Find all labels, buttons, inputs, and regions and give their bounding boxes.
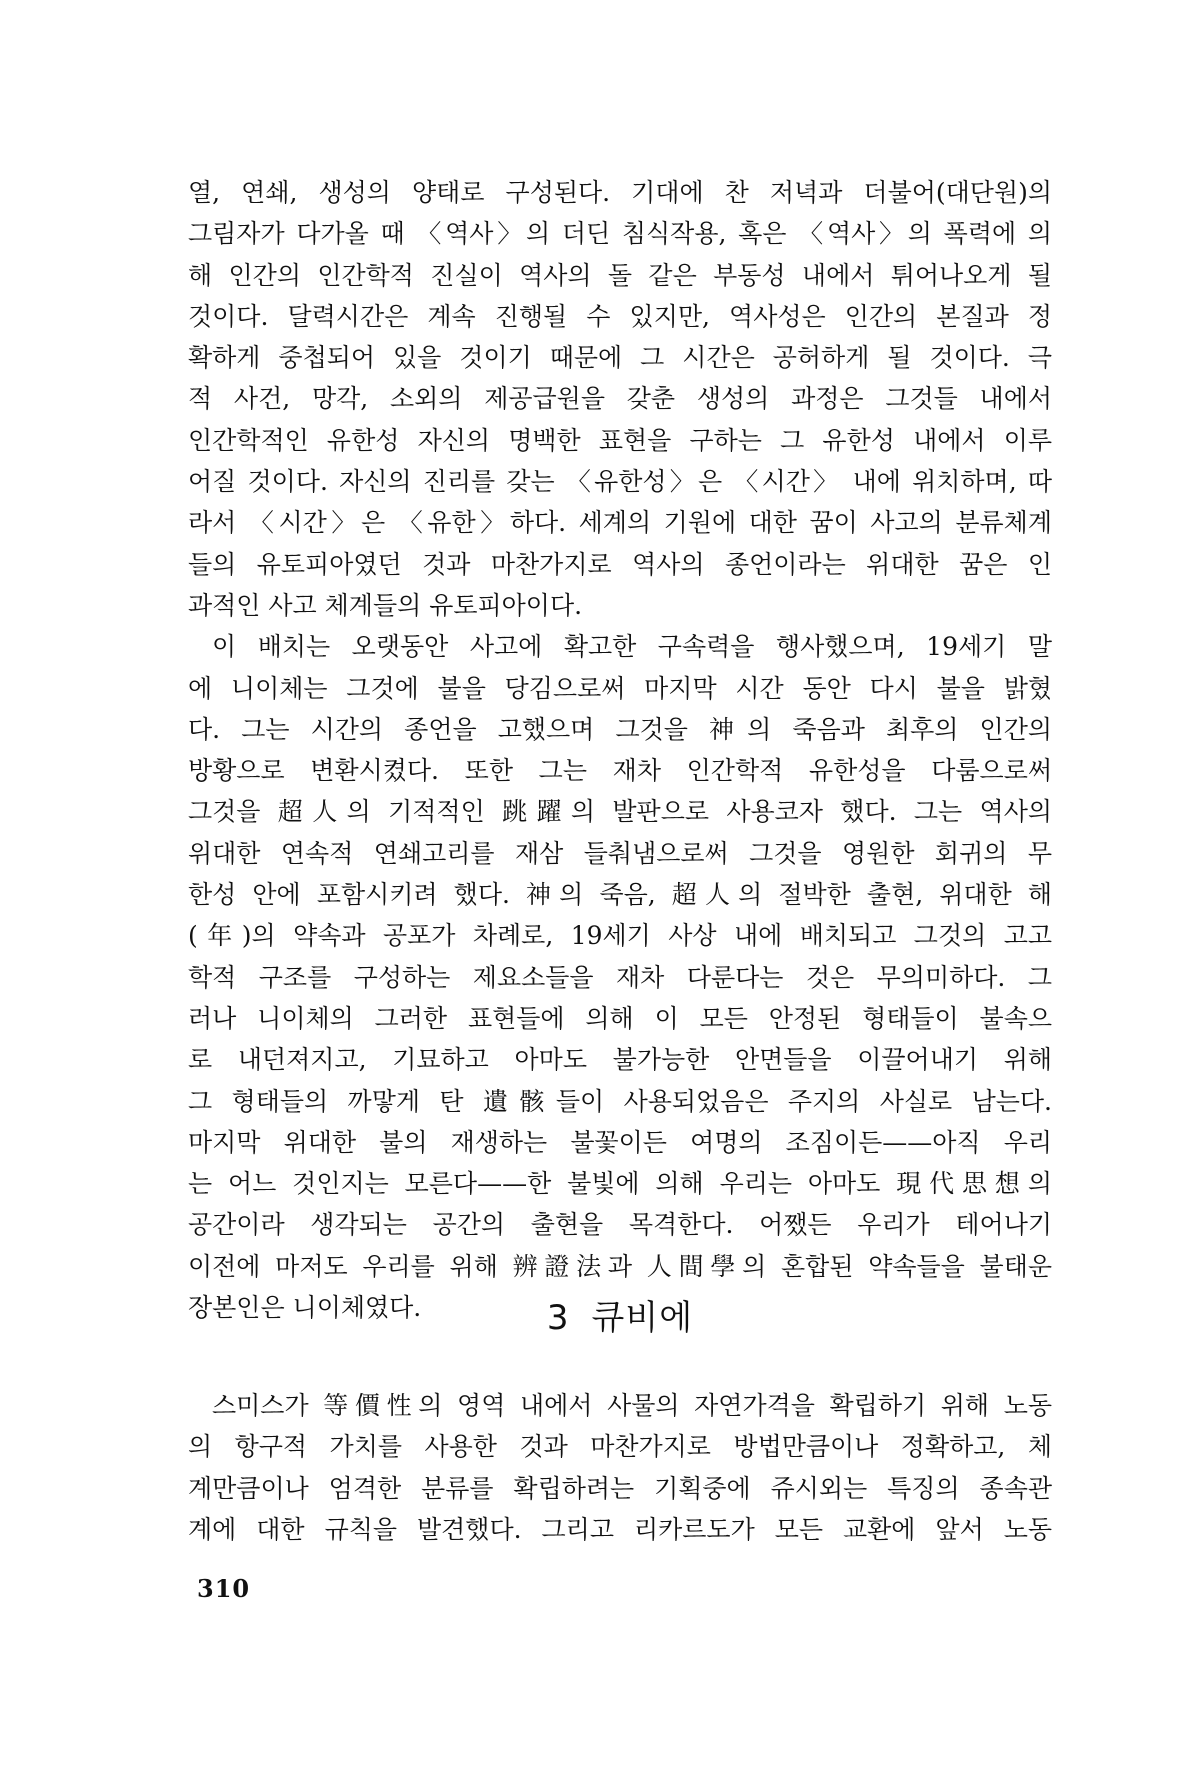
text-line: 적 사건, 망각, 소외의 제공급원을 갖춘 생성의 과정은 그것들 내에서	[188, 384, 1052, 414]
text-line: 인간학적인 유한성 자신의 명백한 표현을 구하는 그 유한성 내에서 이루	[188, 425, 1052, 455]
paragraph	[188, 172, 1052, 626]
text-line: (年)의 약속과 공포가 차례로, 19세기 사상 내에 배치되고 그것의 고고	[188, 921, 1052, 951]
text-line: 다. 그는 시간의 종언을 고했으며 그것을 神의 죽음과 최후의 인간의	[188, 714, 1052, 744]
text-line: 에 니이체는 그것에 불을 당김으로써 마지막 시간 동안 다시 불을 밝혔	[188, 673, 1052, 703]
text-line: 로 내던져지고, 기묘하고 아마도 불가능한 안면들을 이끌어내기 위해	[188, 1045, 1052, 1075]
text-line: 의 항구적 가치를 사용한 것과 마찬가지로 방법만큼이나 정확하고, 체	[188, 1432, 1052, 1462]
body-text-bottom	[188, 1385, 1052, 1550]
text-line: 한성 안에 포함시키려 했다. 神의 죽음, 超人의 절박한 출현, 위대한 해	[188, 880, 1052, 910]
section-heading	[188, 1296, 1052, 1340]
page-number: 310	[197, 1574, 251, 1603]
text-line: 것이다. 달력시간은 계속 진행될 수 있지만, 역사성은 인간의 본질과 정	[188, 301, 1052, 331]
text-line: 들의 유토피아였던 것과 마찬가지로 역사의 종언이라는 위대한 꿈은 인	[188, 549, 1052, 579]
text-line: 확하게 중첩되어 있을 것이기 때문에 그 시간은 공허하게 될 것이다. 극	[188, 343, 1052, 373]
text-line: 과적인 사고 체계들의 유토피아이다.	[188, 590, 583, 620]
text-line: 이전에 마저도 우리를 위해 辨證法과 人間學의 혼합된 약속들을 불태운	[188, 1251, 1052, 1281]
text-line: 라서 〈시간〉은 〈유한〉하다. 세계의 기원에 대한 꿈이 사고의 분류체계	[188, 508, 1052, 538]
text-line: 그림자가 다가올 때 〈역사〉의 더딘 침식작용, 혹은 〈역사〉의 폭력에 의	[188, 219, 1052, 249]
text-line: 그 형태들의 까맣게 탄 遺骸들이 사용되었음은 주지의 사실로 남는다.	[188, 1086, 1052, 1116]
text-line: 러나 니이체의 그러한 표현들에 의해 이 모든 안정된 형태들이 불속으	[188, 1003, 1052, 1033]
text-line: 공간이라 생각되는 공간의 출현을 목격한다. 어쨌든 우리가 테어나기	[188, 1210, 1052, 1240]
text-line: 위대한 연속적 연쇄고리를 재삼 들춰냄으로써 그것을 영원한 회귀의 무	[188, 838, 1052, 868]
paragraph	[188, 1385, 1052, 1550]
text-line: 해 인간의 인간학적 진실이 역사의 돌 같은 부동성 내에서 튀어나오게 될	[188, 260, 1052, 290]
text-line: 방황으로 변환시켰다. 또한 그는 재차 인간학적 유한성을 다룸으로써	[188, 756, 1052, 786]
paragraph	[188, 626, 1052, 1328]
text-line: 이 배치는 오랫동안 사고에 확고한 구속력을 행사했으며, 19세기 말	[212, 632, 1052, 662]
text-line: 는 어느 것인지는 모른다——한 불빛에 의해 우리는 아마도 現代思想의	[188, 1169, 1052, 1199]
text-line: 학적 구조를 구성하는 제요소들을 재차 다룬다는 것은 무의미하다. 그	[188, 962, 1052, 992]
section-number: 3	[546, 1298, 570, 1338]
text-line: 계에 대한 규칙을 발견했다. 그리고 리카르도가 모든 교환에 앞서 노동	[188, 1514, 1052, 1544]
text-line: 스미스가 等價性의 영역 내에서 사물의 자연가격을 확립하기 위해 노동	[212, 1391, 1052, 1420]
section-title: 큐비에	[591, 1298, 694, 1338]
text-line: 마지막 위대한 불의 재생하는 불꽃이든 여명의 조짐이든——아직 우리	[188, 1127, 1052, 1157]
text-line: 장본인은 니이체였다.	[188, 1293, 422, 1323]
text-line: 계만큼이나 엄격한 분류를 확립하려는 기획중에 쥬시외는 특징의 종속관	[188, 1473, 1052, 1503]
body-text-top	[188, 172, 1052, 1328]
text-line: 그것을 超人의 기적적인 跳躍의 발판으로 사용코자 했다. 그는 역사의	[188, 797, 1052, 827]
text-line: 열, 연쇄, 생성의 양태로 구성된다. 기대에 찬 저녁과 더불어(대단원)의	[188, 178, 1052, 207]
text-line: 어질 것이다. 자신의 진리를 갖는 〈유한성〉은 〈시간〉 내에 위치하며, 따	[188, 467, 1052, 497]
